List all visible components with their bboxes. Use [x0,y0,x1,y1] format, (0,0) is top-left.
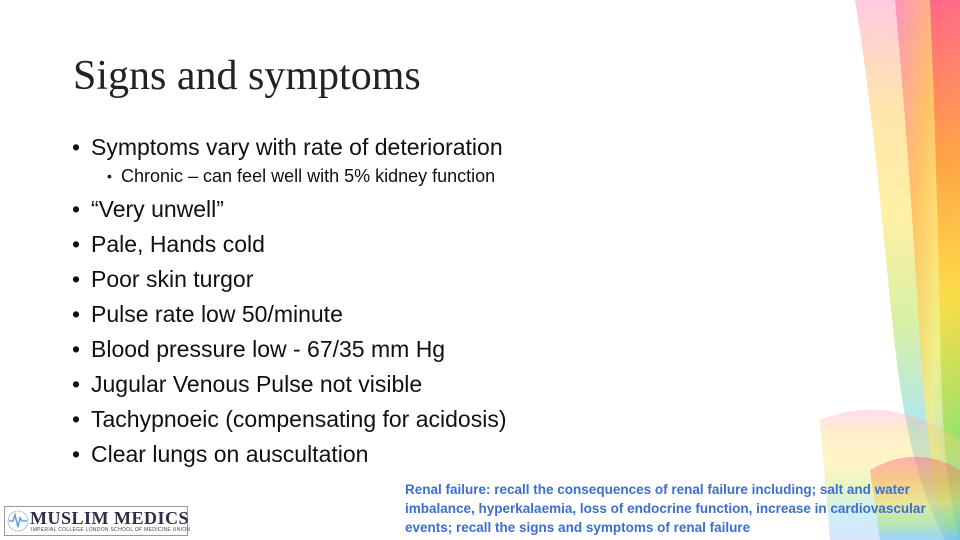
bullet-item [72,262,506,297]
bullet-text: Clear lungs on auscultation [91,441,369,467]
bullet-text: Symptoms vary with rate of deterioration [91,134,503,160]
logo-name: MUSLIM MEDICS [30,508,190,528]
bullet-item [72,332,506,367]
slide-title: Signs and symptoms [73,53,421,99]
logo-tagline: IMPERIAL COLLEGE LONDON SCHOOL OF MEDICINE UNION [31,527,191,533]
bullet-marker: • [72,336,81,362]
bullet-item [72,130,506,165]
bullet-text: Pale, Hands cold [91,231,265,257]
bullet-list [72,130,506,472]
bullet-item [72,402,506,437]
medical-cross-icon [7,509,29,533]
sub-bullet-item [107,165,506,187]
learning-objective-note: Renal failure: recall the consequences of renal failure including; salt and water imbalance, hyperkalaemia, loss of endocrine function, increase in cardiovascular events; recall the signs and symptoms of renal failure [405,482,926,535]
bullet-marker: • [72,134,81,160]
muslim-medics-logo [4,506,191,536]
bullet-marker: • [72,371,81,397]
bullet-item [72,227,506,262]
bullet-marker: • [72,441,81,467]
bullet-marker: • [72,266,81,292]
bullet-item [72,192,506,227]
bullet-text: Tachypnoeic (compensating for acidosis) [91,406,507,432]
bullet-marker: • [72,301,81,327]
bullet-marker: • [72,406,81,432]
bullet-text: Poor skin turgor [91,266,254,292]
bullet-text: Blood pressure low - 67/35 mm Hg [91,336,446,362]
bullet-text: Pulse rate low 50/minute [91,301,343,327]
bullet-text: “Very unwell” [91,196,224,222]
bullet-item [72,367,506,402]
sub-bullet-marker: • [107,168,112,184]
sub-bullet-text: Chronic – can feel well with 5% kidney function [121,166,496,186]
bullet-text: Jugular Venous Pulse not visible [91,371,423,397]
bullet-marker: • [72,231,81,257]
bullet-item [72,297,506,332]
bullet-item [72,437,506,472]
bullet-marker: • [72,196,81,222]
